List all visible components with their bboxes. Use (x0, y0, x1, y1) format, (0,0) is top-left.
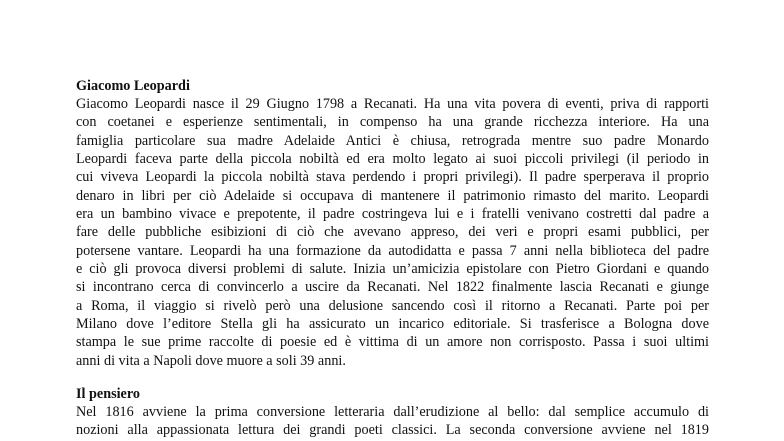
text-line: fare delle pubbliche esibizioni di ciò che avevano appreso, dei veri e propri esami pubblici, per (76, 224, 709, 241)
text-line: con coetanei e esperienze sentimentali, in compenso ha una grande ricchezza interiore. Ha una (76, 114, 709, 131)
text-line: nozioni alla appassionata lettura dei grandi poeti classici. La seconda conversione avviene nel 1819 (76, 422, 709, 439)
text-line: Giacomo Leopardi nasce il 29 Giugno 1798 a Recanati. Ha una vita povera di eventi, priva di rapporti (76, 96, 709, 112)
section-heading-leopardi: Giacomo Leopardi (76, 78, 190, 94)
text-line: Leopardi faceva parte della piccola nobiltà ed era molto legato ai suoi piccoli privilegi (il periodo in (76, 151, 709, 168)
text-line: denaro in libri per ciò Adelaide si occupava di mantenere il patrimonio rimasto del marito. Leopardi (76, 187, 709, 204)
text-line: cui viveva Leopardi la piccola nobiltà stava perdendo i propri privilegi). Il padre sperperava il proprio (76, 169, 709, 186)
thought-paragraph (76, 403, 709, 440)
text-line: stampa le sue prime raccolte di poesie ed è vittima di un amore non corrisposto. Passa i suoi ultimi (76, 334, 709, 351)
text-line: potersene vantare. Leopardi ha una formazione da autodidatta e passa 7 anni nella biblioteca del padre (76, 242, 709, 259)
text-line: a Roma, il viaggio si rivelò però una delusione sancendo così il ritorno a Recanati. Parte poi per (76, 297, 709, 314)
biography-paragraph (76, 95, 709, 370)
text-line: Milano dove l’editore Stella gli ha assicurato un incarico editoriale. Si trasferisce a Bologna dove (76, 316, 709, 333)
text-line: famiglia particolare sua madre Adelaide Antici è chiusa, retrograda mentre suo padre Monardo (76, 132, 709, 149)
section-heading-pensiero: Il pensiero (76, 386, 140, 402)
text-line: e ciò gli provoca diversi problemi di salute. Inizia un’amicizia epistolare con Pietro Giordani e quando (76, 261, 709, 278)
text-line: era un bambino vivace e prepotente, il padre costringeva lui e i fratelli venivano costretti dal padre a (76, 206, 709, 223)
text-line: Nel 1816 avviene la prima conversione letteraria dall’erudizione al bello: dal semplice accumulo di (76, 404, 709, 420)
text-line: anni di vita a Napoli dove muore a soli 39 anni. (76, 352, 346, 369)
text-line: si incontrano cerca di convincerlo a uscire da Recanati. Nel 1822 finalmente lascia Recanati e giunge (76, 279, 709, 296)
